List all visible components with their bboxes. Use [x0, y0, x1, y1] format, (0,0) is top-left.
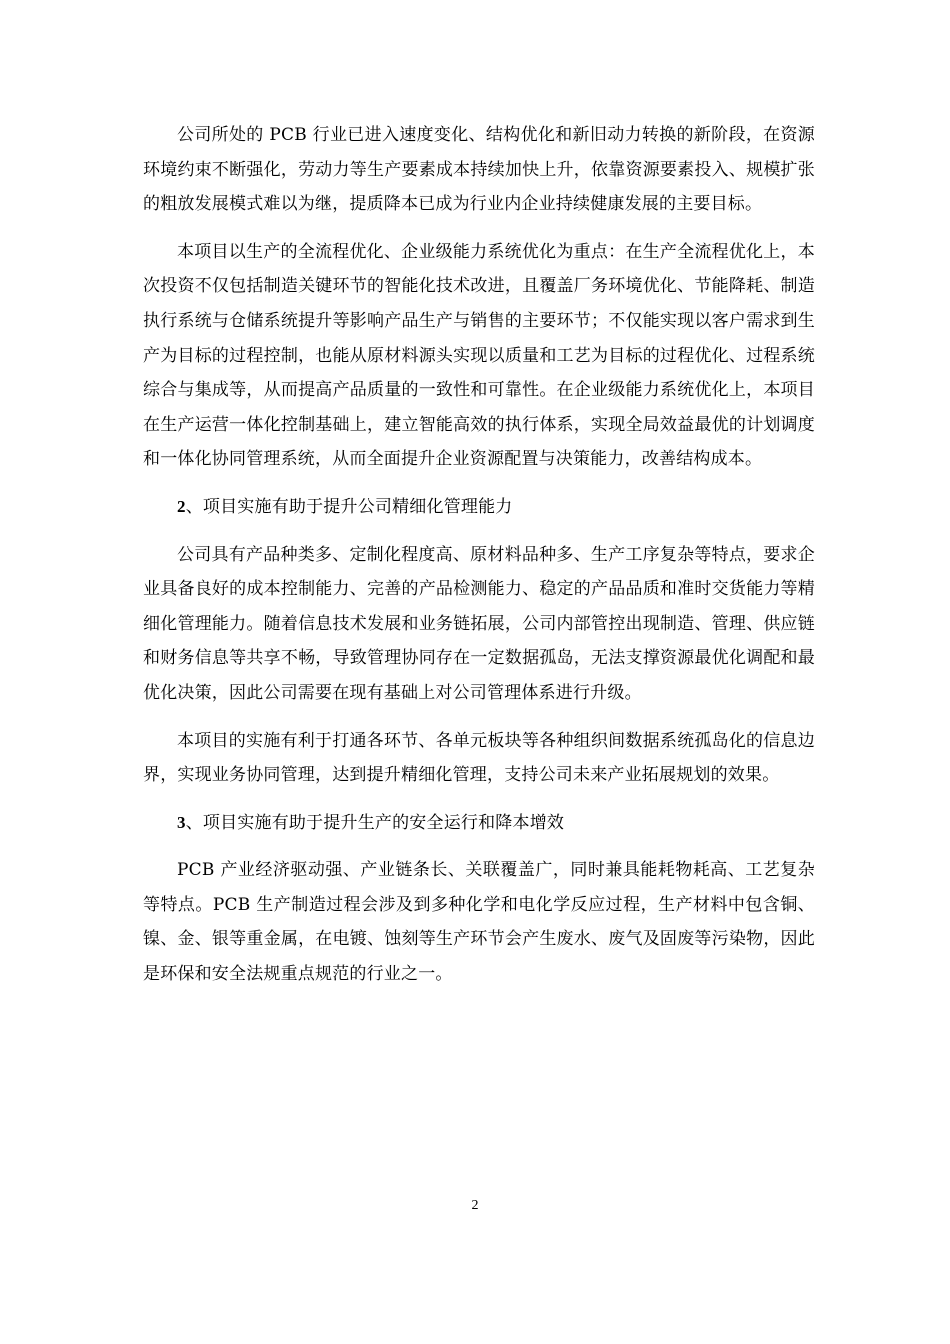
- body-paragraph: 公司具有产品种类多、定制化程度高、原材料品种多、生产工序复杂等特点，要求企业具备良好的成本控制能力、完善的产品检测能力、稳定的产品品质和准时交货能力等精细化管理能力。随着信息技术发展和业务链拓展，公司内部管控出现制造、管理、供应链和财务信息等共享不畅，导致管理协同存在一定数据孤岛，无法支撑资源最优化调配和最优化决策，因此公司需要在现有基础上对公司管理体系进行升级。: [143, 544, 815, 703]
- section-number: 3: [177, 812, 186, 832]
- body-paragraph: 公司所处的 PCB 行业已进入速度变化、结构优化和新旧动力转换的新阶段，在资源环境约束不断强化，劳动力等生产要素成本持续加快上升，依靠资源要素投入、规模扩张的粗放发展模式难以为继，提质降本已成为行业内企业持续健康发展的主要目标。: [143, 125, 815, 215]
- section-heading: [143, 490, 815, 525]
- section-title: 、项目实施有助于提升公司精细化管理能力: [185, 496, 513, 517]
- page-number: 2: [471, 1198, 479, 1213]
- document-body: [143, 118, 815, 1005]
- section-title: 、项目实施有助于提升生产的安全运行和降本增效: [185, 812, 565, 833]
- section-number: 2: [177, 496, 186, 516]
- section-heading: [143, 806, 815, 841]
- body-paragraph: PCB 产业经济驱动强、产业链条长、关联覆盖广，同时兼具能耗物耗高、工艺复杂等特点。PCB 生产制造过程会涉及到多种化学和电化学反应过程，生产材料中包含铜、镍、金、银等重金属，在电镀、蚀刻等生产环节会产生废水、废气及固废等污染物，因此是环保和安全法规重点规范的行业之一。: [143, 860, 815, 985]
- body-paragraph: 本项目的实施有利于打通各环节、各单元板块等各种组织间数据系统孤岛化的信息边界，实现业务协同管理，达到提升精细化管理，支持公司未来产业拓展规划的效果。: [143, 730, 815, 786]
- body-paragraph: 本项目以生产的全流程优化、企业级能力系统优化为重点：在生产全流程优化上，本次投资不仅包括制造关键环节的智能化技术改进，且覆盖厂务环境优化、节能降耗、制造执行系统与仓储系统提升等影响产品生产与销售的主要环节；不仅能实现以客户需求到生产为目标的过程控制，也能从原材料源头实现以质量和工艺为目标的过程优化、过程系统综合与集成等，从而提高产品质量的一致性和可靠性。在企业级能力系统优化上，本项目在生产运营一体化控制基础上，建立智能高效的执行体系，实现全局效益最优的计划调度和一体化协同管理系统，从而全面提升企业资源配置与决策能力，改善结构成本。: [143, 241, 815, 470]
